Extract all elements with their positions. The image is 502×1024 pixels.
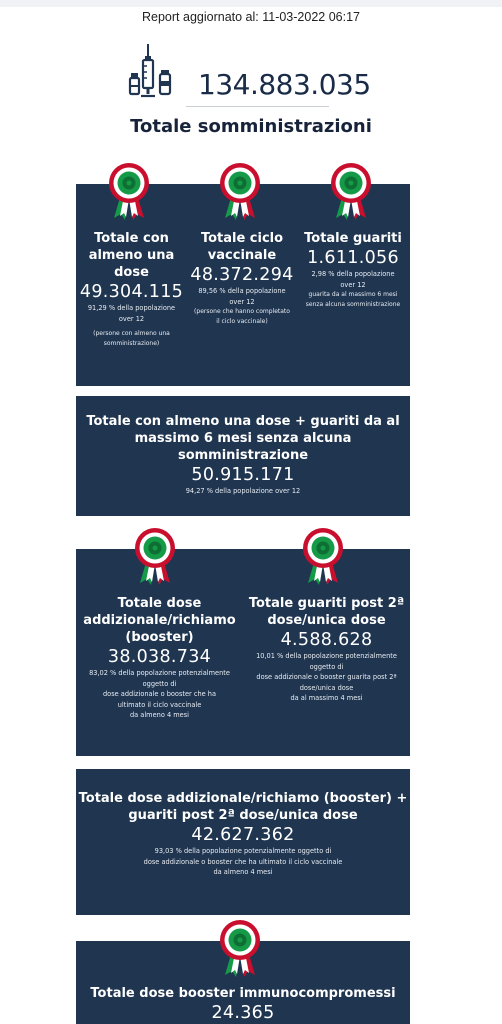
rosette-icon xyxy=(134,527,176,587)
stat-percentage: 93,03 % della popolazione potenzialmente oggetto di xyxy=(154,847,332,855)
top-bar xyxy=(0,0,502,7)
stat-percentage: da al massimo 4 mesi xyxy=(290,694,363,702)
stat-note: (persone che hanno completato xyxy=(194,308,290,315)
stat-number: 24.365 xyxy=(211,1003,275,1023)
stat-title: Totale dose xyxy=(117,596,202,611)
stat-percentage: 2,98 % della popolazione xyxy=(311,270,395,278)
stat-percentage: oggetto di xyxy=(309,662,344,671)
stat-booster xyxy=(76,595,243,721)
stat-note: il ciclo vaccinale) xyxy=(216,317,268,325)
stat-percentage: 91,29 % della popolazione xyxy=(87,304,176,312)
stat-number: 48.372.294 xyxy=(190,265,294,285)
stat-block xyxy=(76,790,410,878)
stat-almeno-una-dose xyxy=(76,230,187,348)
stat-percentage: da almeno 4 mesi xyxy=(213,868,273,876)
stat-percentage: dose addizionale o booster guarita post 2ª xyxy=(256,673,397,681)
stat-title: Totale guariti post 2ª xyxy=(248,596,405,611)
vaccine-syringe-icon xyxy=(128,42,174,100)
stat-percentage: oggetto di xyxy=(142,679,177,688)
divider xyxy=(186,106,329,107)
stat-percentage: dose addizionale o booster che ha ultimato il ciclo vaccinale xyxy=(143,857,343,866)
card-booster xyxy=(76,549,410,756)
total-administrations-number: 134.883.035 xyxy=(198,68,371,101)
stat-title: Totale dose addizionale/richiamo (booster) + xyxy=(78,791,408,806)
stat-number: 4.588.628 xyxy=(280,630,373,650)
stat-title: Totale con xyxy=(94,231,169,246)
stat-title: (booster) xyxy=(125,630,194,645)
stat-title: dose/unica dose xyxy=(267,613,386,628)
stat-note: somministrazione) xyxy=(103,339,160,347)
report-date: Report aggiornato al: 11-03-2022 06:17 xyxy=(142,10,360,24)
stat-percentage: dose/unica dose xyxy=(299,683,354,692)
rosette-icon xyxy=(219,919,261,979)
stat-guariti-post-dose xyxy=(243,595,410,704)
stat-guariti xyxy=(296,230,410,309)
page-title: Totale somministrazioni xyxy=(130,116,372,137)
stat-number: 1.611.056 xyxy=(307,248,399,268)
stat-percentage: 10,01 % della popolazione potenzialmente xyxy=(256,652,397,660)
stat-title: almeno una xyxy=(88,248,175,263)
stat-percentage: over 12 xyxy=(118,314,145,323)
stat-number: 49.304.115 xyxy=(79,282,184,302)
stat-title: Totale ciclo xyxy=(200,231,284,246)
stat-title: guariti post 2ª dose/unica dose xyxy=(128,808,358,823)
rosette-icon xyxy=(330,162,372,222)
stat-title: massimo 6 mesi senza alcuna somministrazione xyxy=(134,431,352,463)
stat-title: dose xyxy=(114,265,149,280)
stat-title: addizionale/richiamo xyxy=(83,613,236,628)
stat-percentage: ultimato il ciclo vaccinale xyxy=(117,700,202,709)
stat-percentage: da almeno 4 mesi xyxy=(129,711,190,719)
stat-percentage: 83,02 % della popolazione potenzialmente xyxy=(89,669,230,677)
stat-note: (persone con almeno una xyxy=(93,330,170,337)
stat-block xyxy=(76,985,410,1024)
stat-title: Totale dose booster immunocompromessi xyxy=(90,986,396,1001)
stat-title: Totale con almeno una dose + guariti da al xyxy=(86,414,400,429)
stat-percentage: over 12 xyxy=(229,297,255,306)
stat-percentage: 94,27 % della popolazione over 12 xyxy=(185,487,301,495)
stat-note: senza alcuna somministrazione xyxy=(305,300,401,308)
stat-block xyxy=(76,413,410,497)
stat-percentage: 89,56 % della popolazione xyxy=(198,287,286,295)
stat-number: 50.915.171 xyxy=(191,465,295,485)
rosette-icon xyxy=(302,527,344,587)
stat-ciclo-vaccinale xyxy=(185,230,299,326)
stat-title: Totale guariti xyxy=(304,231,402,246)
stat-title: vaccinale xyxy=(207,248,277,263)
stat-number: 42.627.362 xyxy=(191,825,295,845)
card-booster-plus-guariti xyxy=(76,769,410,915)
stat-percentage: dose addizionale o booster che ha xyxy=(102,690,217,698)
stat-note: guarita da al massimo 6 mesi xyxy=(308,291,398,298)
card-dose-plus-guariti xyxy=(76,396,410,516)
rosette-icon xyxy=(108,162,150,222)
rosette-icon xyxy=(219,162,261,222)
stat-percentage: over 12 xyxy=(340,280,366,289)
stat-number: 38.038.734 xyxy=(107,647,212,667)
